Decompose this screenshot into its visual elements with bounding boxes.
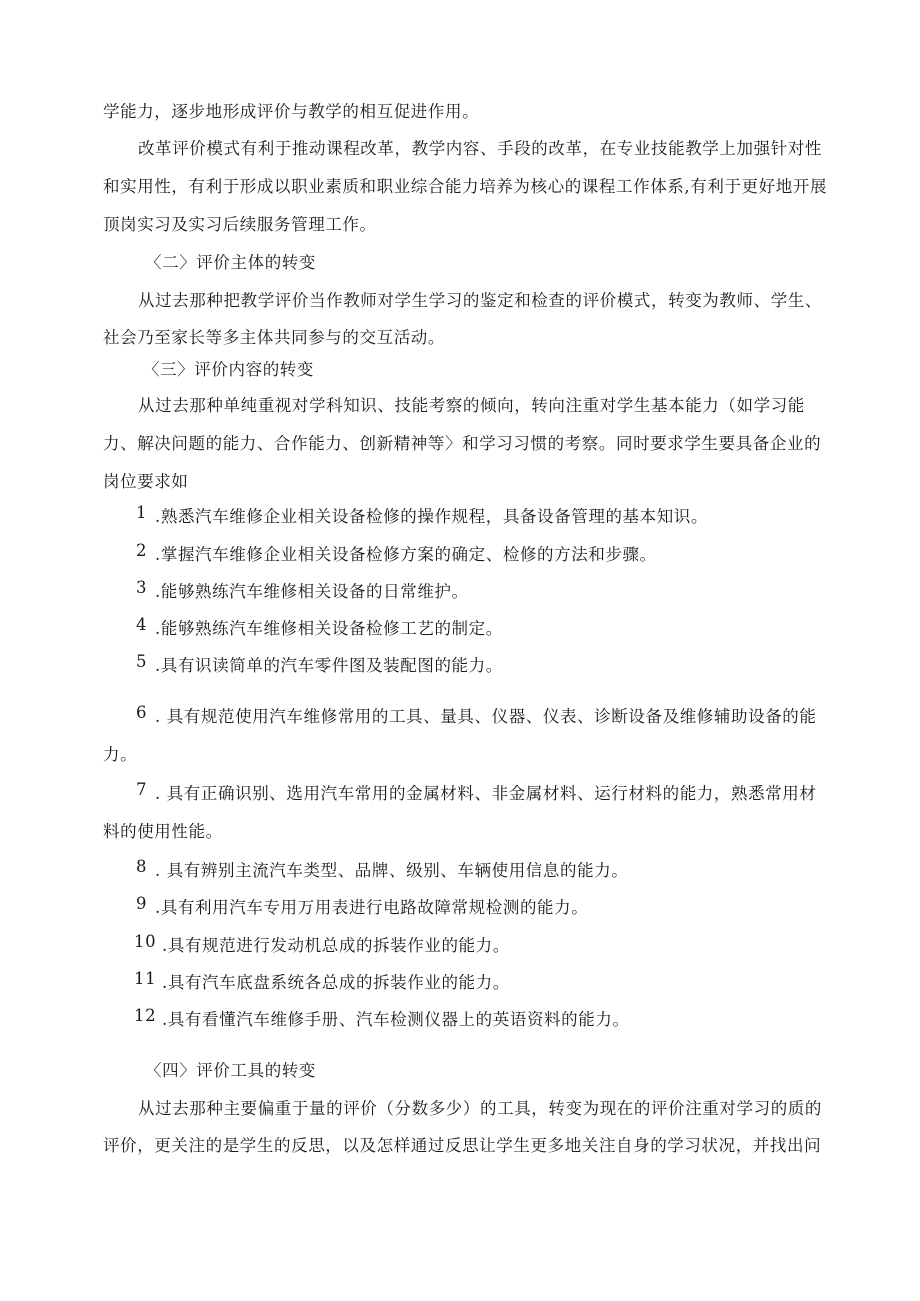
paragraph-line: 和实用性，有利于形成以职业素质和职业综合能力培养为核心的课程工作体系,有利于更好地开展: [103, 177, 828, 196]
section-heading: 〈四〉评价工具的转变: [145, 1061, 316, 1080]
paragraph-line: 顶岗实习及实习后续服务管理工作。: [103, 215, 377, 234]
list-item: .掌握汽车维修企业相关设备检修方案的确定、检修的方法和步骤。: [155, 545, 657, 564]
list-item-number: 10: [134, 932, 157, 951]
list-item: .能够熟练汽车维修相关设备检修工艺的制定。: [155, 619, 503, 638]
paragraph-line: 岗位要求如: [103, 472, 189, 491]
list-item: .具有看懂汽车维修手册、汽车检测仪器上的英语资料的能力。: [162, 1010, 630, 1029]
list-item-number: 6: [136, 703, 148, 722]
list-item-number: 11: [134, 969, 157, 988]
list-item-number: 4: [136, 615, 148, 634]
paragraph-line: 社会乃至家长等多主体共同参与的交互活动。: [103, 328, 445, 347]
list-item-number: 12: [134, 1006, 157, 1025]
list-item-continuation: 力。: [103, 745, 138, 764]
list-item: . 具有辨别主流汽车类型、品牌、级别、车辆使用信息的能力。: [155, 861, 629, 880]
paragraph-line: 从过去那种把教学评价当作教师对学生学习的鉴定和检查的评价模式，转变为教师、学生、: [138, 291, 822, 310]
list-item: .熟悉汽车维修企业相关设备检修的操作规程，具备设备管理的基本知识。: [155, 507, 709, 526]
list-item: . 具有正确识别、选用汽车常用的金属材料、非金属材料、运行材料的能力，熟悉常用材: [155, 784, 817, 803]
list-item-number: 9: [136, 894, 148, 913]
list-item: .具有汽车底盘系统各总成的拆装作业的能力。: [162, 973, 510, 992]
paragraph-line: 改革评价模式有利于推动课程改革，教学内容、手段的改革，在专业技能教学上加强针对性: [138, 139, 822, 158]
paragraph-line: 学能力，逐步地形成评价与教学的相互促进作用。: [103, 102, 480, 121]
paragraph-line: 从过去那种单纯重视对学科知识、技能考察的倾向，转向注重对学生基本能力（如学习能: [138, 396, 805, 415]
paragraph-line: 从过去那种主要偏重于量的评价（分数多少）的工具，转变为现在的评价注重对学习的质的: [138, 1099, 822, 1118]
paragraph-line: 力、解决问题的能力、合作能力、创新精神等〉和学习习惯的考察。同时要求学生要具备企业的: [103, 434, 822, 453]
list-item: .具有利用汽车专用万用表进行电路故障常规检测的能力。: [155, 898, 589, 917]
list-item: .具有规范进行发动机总成的拆装作业的能力。: [162, 936, 510, 955]
paragraph-line: 评价，更关注的是学生的反思，以及怎样通过反思让学生更多地关注自身的学习状况，并找出问: [103, 1136, 822, 1155]
section-heading: 〈三〉评价内容的转变: [143, 360, 314, 379]
list-item-number: 7: [136, 780, 148, 799]
list-item-number: 8: [136, 857, 148, 876]
list-item: . 具有规范使用汽车维修常用的工具、量具、仪器、仪表、诊断设备及维修辅助设备的能: [155, 707, 817, 726]
list-item: .具有识读简单的汽车零件图及装配图的能力。: [155, 656, 503, 675]
list-item-number: 1: [136, 503, 148, 522]
list-item-number: 5: [136, 652, 148, 671]
list-item-continuation: 料的使用性能。: [103, 822, 223, 841]
list-item: .能够熟练汽车维修相关设备的日常维护。: [155, 582, 469, 601]
list-item-number: 3: [136, 578, 148, 597]
list-item-number: 2: [136, 541, 148, 560]
section-heading: 〈二〉评价主体的转变: [145, 253, 316, 272]
